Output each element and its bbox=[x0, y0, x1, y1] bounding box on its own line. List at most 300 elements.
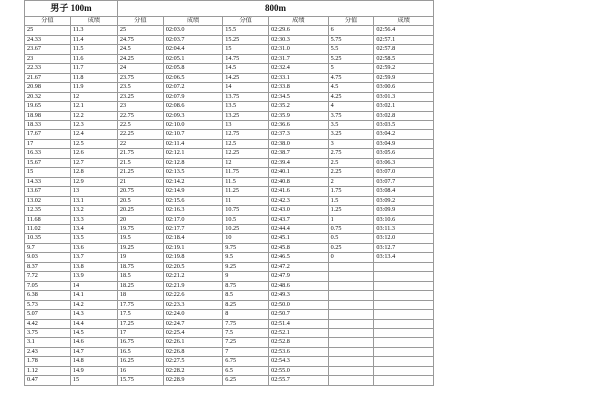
header-result: 成绩 bbox=[70, 17, 117, 26]
result-cell: 02:47.9 bbox=[269, 272, 328, 281]
table-row bbox=[25, 120, 434, 129]
score-cell: 18 bbox=[117, 291, 163, 300]
result-cell: 13 bbox=[70, 187, 117, 196]
header-result: 成绩 bbox=[374, 17, 434, 26]
result-cell: 02:37.3 bbox=[269, 130, 328, 139]
score-cell: 23.5 bbox=[117, 83, 163, 92]
score-cell bbox=[328, 272, 374, 281]
score-cell: 24.5 bbox=[117, 45, 163, 54]
result-cell: 02:50.0 bbox=[269, 300, 328, 309]
result-cell: 02:03.7 bbox=[163, 35, 222, 44]
result-cell: 02:40.8 bbox=[269, 177, 328, 186]
score-cell: 12 bbox=[223, 158, 269, 167]
table-row bbox=[25, 196, 434, 205]
result-cell: 03:10.6 bbox=[374, 215, 434, 224]
score-cell: 19.65 bbox=[25, 102, 71, 111]
score-cell: 7.05 bbox=[25, 281, 71, 290]
result-cell: 12 bbox=[70, 92, 117, 101]
result-cell: 02:26.1 bbox=[163, 338, 222, 347]
result-cell: 03:07.7 bbox=[374, 177, 434, 186]
result-cell: 02:52.8 bbox=[269, 338, 328, 347]
result-cell: 02:50.7 bbox=[269, 310, 328, 319]
result-cell: 13.5 bbox=[70, 234, 117, 243]
score-cell: 8.37 bbox=[25, 262, 71, 271]
result-cell: 11.6 bbox=[70, 54, 117, 63]
result-cell: 02:32.4 bbox=[269, 64, 328, 73]
result-cell: 14.2 bbox=[70, 300, 117, 309]
result-cell: 02:24.7 bbox=[163, 319, 222, 328]
result-cell: 02:14.2 bbox=[163, 177, 222, 186]
result-cell: 03:09.2 bbox=[374, 196, 434, 205]
result-cell: 02:11.4 bbox=[163, 139, 222, 148]
result-cell: 02:33.1 bbox=[269, 73, 328, 82]
score-cell: 15.5 bbox=[223, 26, 269, 35]
result-cell: 12.6 bbox=[70, 149, 117, 158]
result-cell: 02:53.6 bbox=[269, 347, 328, 356]
result-cell: 02:46.5 bbox=[269, 253, 328, 262]
result-cell: 02:31.7 bbox=[269, 54, 328, 63]
score-cell: 14.75 bbox=[223, 54, 269, 63]
result-cell bbox=[374, 366, 434, 375]
score-cell: 16 bbox=[117, 366, 163, 375]
result-cell: 02:18.4 bbox=[163, 234, 222, 243]
result-cell: 12.2 bbox=[70, 111, 117, 120]
result-cell: 02:28.9 bbox=[163, 376, 222, 385]
result-cell: 02:47.2 bbox=[269, 262, 328, 271]
score-cell: 18.25 bbox=[117, 281, 163, 290]
table-row bbox=[25, 319, 434, 328]
result-cell: 13.3 bbox=[70, 215, 117, 224]
table-row bbox=[25, 83, 434, 92]
table-row bbox=[25, 253, 434, 262]
score-cell: 9.03 bbox=[25, 253, 71, 262]
result-cell: 02:07.2 bbox=[163, 83, 222, 92]
table-row bbox=[25, 149, 434, 158]
result-cell: 02:27.5 bbox=[163, 357, 222, 366]
table-row bbox=[25, 376, 434, 385]
score-cell: 13.5 bbox=[223, 102, 269, 111]
score-cell bbox=[328, 291, 374, 300]
score-cell: 14 bbox=[223, 83, 269, 92]
result-cell: 02:57.1 bbox=[374, 35, 434, 44]
table-row bbox=[25, 206, 434, 215]
result-cell: 02:36.6 bbox=[269, 120, 328, 129]
result-cell bbox=[374, 310, 434, 319]
result-cell: 02:07.9 bbox=[163, 92, 222, 101]
score-cell: 20.5 bbox=[117, 196, 163, 205]
table-row bbox=[25, 187, 434, 196]
score-cell: 4.42 bbox=[25, 319, 71, 328]
title-800m: 800m bbox=[117, 1, 433, 17]
score-cell bbox=[328, 300, 374, 309]
result-cell: 02:44.4 bbox=[269, 224, 328, 233]
score-cell bbox=[328, 310, 374, 319]
result-cell bbox=[374, 291, 434, 300]
score-cell: 9.25 bbox=[223, 262, 269, 271]
result-cell: 02:25.4 bbox=[163, 328, 222, 337]
score-cell: 10.5 bbox=[223, 215, 269, 224]
result-cell: 14.9 bbox=[70, 366, 117, 375]
result-cell: 02:57.8 bbox=[374, 45, 434, 54]
score-cell: 20.75 bbox=[117, 187, 163, 196]
header-score: 分值 bbox=[328, 17, 374, 26]
score-cell: 22.75 bbox=[117, 111, 163, 120]
table-row bbox=[25, 366, 434, 375]
result-cell: 02:23.3 bbox=[163, 300, 222, 309]
result-cell: 02:59.2 bbox=[374, 64, 434, 73]
score-cell: 11.75 bbox=[223, 168, 269, 177]
score-cell: 23.67 bbox=[25, 45, 71, 54]
result-cell: 12.7 bbox=[70, 158, 117, 167]
table-row bbox=[25, 73, 434, 82]
score-cell: 2 bbox=[328, 177, 374, 186]
score-cell: 7.75 bbox=[223, 319, 269, 328]
table-row bbox=[25, 234, 434, 243]
score-cell: 1.5 bbox=[328, 196, 374, 205]
score-cell: 21.75 bbox=[117, 149, 163, 158]
result-cell: 02:20.5 bbox=[163, 262, 222, 271]
score-cell bbox=[328, 376, 374, 385]
result-cell: 03:11.3 bbox=[374, 224, 434, 233]
result-cell: 02:30.3 bbox=[269, 35, 328, 44]
result-cell: 14.8 bbox=[70, 357, 117, 366]
result-cell: 12.9 bbox=[70, 177, 117, 186]
score-cell: 2.5 bbox=[328, 158, 374, 167]
score-cell bbox=[328, 357, 374, 366]
score-cell: 1.25 bbox=[328, 206, 374, 215]
table-row bbox=[25, 281, 434, 290]
score-cell bbox=[328, 338, 374, 347]
score-cell: 14.33 bbox=[25, 177, 71, 186]
result-cell bbox=[374, 376, 434, 385]
title-100m: 男子 100m bbox=[25, 1, 118, 17]
score-cell: 5.75 bbox=[328, 35, 374, 44]
score-cell: 4 bbox=[328, 102, 374, 111]
result-cell: 02:31.0 bbox=[269, 45, 328, 54]
score-cell: 0.25 bbox=[328, 243, 374, 252]
score-cell: 17.25 bbox=[117, 319, 163, 328]
result-cell bbox=[374, 357, 434, 366]
score-cell: 16.33 bbox=[25, 149, 71, 158]
result-cell bbox=[374, 338, 434, 347]
table-row bbox=[25, 177, 434, 186]
result-cell: 11.3 bbox=[70, 26, 117, 35]
result-cell: 02:35.9 bbox=[269, 111, 328, 120]
result-cell: 03:03.5 bbox=[374, 120, 434, 129]
score-cell: 18.98 bbox=[25, 111, 71, 120]
score-cell: 18.75 bbox=[117, 262, 163, 271]
score-cell: 4.75 bbox=[328, 73, 374, 82]
result-cell: 03:07.0 bbox=[374, 168, 434, 177]
result-cell: 02:43.7 bbox=[269, 215, 328, 224]
score-cell: 8.5 bbox=[223, 291, 269, 300]
score-cell: 22 bbox=[117, 139, 163, 148]
score-cell bbox=[328, 319, 374, 328]
result-cell: 02:21.2 bbox=[163, 272, 222, 281]
result-cell: 02:42.3 bbox=[269, 196, 328, 205]
table-row bbox=[25, 158, 434, 167]
result-cell: 02:52.1 bbox=[269, 328, 328, 337]
result-cell: 02:45.8 bbox=[269, 243, 328, 252]
score-cell: 1 bbox=[328, 215, 374, 224]
result-cell bbox=[374, 347, 434, 356]
result-cell: 02:21.9 bbox=[163, 281, 222, 290]
score-cell: 0 bbox=[328, 253, 374, 262]
score-cell: 13.67 bbox=[25, 187, 71, 196]
header-score: 分值 bbox=[223, 17, 269, 26]
score-cell: 24.33 bbox=[25, 35, 71, 44]
score-cell: 6.75 bbox=[223, 357, 269, 366]
score-cell: 18.5 bbox=[117, 272, 163, 281]
result-cell bbox=[374, 328, 434, 337]
result-cell: 02:16.3 bbox=[163, 206, 222, 215]
score-cell: 16.75 bbox=[117, 338, 163, 347]
table-row bbox=[25, 45, 434, 54]
score-cell: 10 bbox=[223, 234, 269, 243]
score-cell: 12.5 bbox=[223, 139, 269, 148]
result-cell: 02:19.1 bbox=[163, 243, 222, 252]
result-cell: 02:12.1 bbox=[163, 149, 222, 158]
score-cell: 11.02 bbox=[25, 224, 71, 233]
table-row bbox=[25, 35, 434, 44]
score-cell: 5.07 bbox=[25, 310, 71, 319]
result-cell: 13.7 bbox=[70, 253, 117, 262]
result-cell: 11.4 bbox=[70, 35, 117, 44]
score-cell: 14.25 bbox=[223, 73, 269, 82]
score-cell: 21.25 bbox=[117, 168, 163, 177]
table-row bbox=[25, 215, 434, 224]
score-cell: 20.25 bbox=[117, 206, 163, 215]
table-row bbox=[25, 347, 434, 356]
result-cell: 02:06.5 bbox=[163, 73, 222, 82]
result-cell: 02:48.6 bbox=[269, 281, 328, 290]
score-cell: 10.75 bbox=[223, 206, 269, 215]
score-cell: 19 bbox=[117, 253, 163, 262]
table-row bbox=[25, 291, 434, 300]
result-cell: 14.3 bbox=[70, 310, 117, 319]
table-row bbox=[25, 328, 434, 337]
result-cell: 02:13.5 bbox=[163, 168, 222, 177]
result-cell: 02:29.6 bbox=[269, 26, 328, 35]
result-cell: 03:02.8 bbox=[374, 111, 434, 120]
result-cell: 02:19.8 bbox=[163, 253, 222, 262]
score-cell: 2.75 bbox=[328, 149, 374, 158]
result-cell: 13.6 bbox=[70, 243, 117, 252]
table-row bbox=[25, 111, 434, 120]
result-cell: 14.4 bbox=[70, 319, 117, 328]
score-cell: 8.25 bbox=[223, 300, 269, 309]
score-cell: 22.5 bbox=[117, 120, 163, 129]
score-cell: 3.75 bbox=[328, 111, 374, 120]
result-cell: 02:51.4 bbox=[269, 319, 328, 328]
score-cell: 2.43 bbox=[25, 347, 71, 356]
table-row bbox=[25, 310, 434, 319]
table-row bbox=[25, 54, 434, 63]
result-cell: 03:13.4 bbox=[374, 253, 434, 262]
score-cell: 2.25 bbox=[328, 168, 374, 177]
result-cell: 02:22.6 bbox=[163, 291, 222, 300]
score-cell: 1.78 bbox=[25, 357, 71, 366]
result-cell: 02:05.8 bbox=[163, 64, 222, 73]
result-cell: 02:49.3 bbox=[269, 291, 328, 300]
score-cell: 22.25 bbox=[117, 130, 163, 139]
result-cell: 02:38.0 bbox=[269, 139, 328, 148]
score-cell: 0.5 bbox=[328, 234, 374, 243]
score-cell: 7.25 bbox=[223, 338, 269, 347]
result-cell: 13.4 bbox=[70, 224, 117, 233]
result-cell: 02:10.0 bbox=[163, 120, 222, 129]
result-cell: 13.2 bbox=[70, 206, 117, 215]
result-cell: 02:10.7 bbox=[163, 130, 222, 139]
result-cell: 03:12.7 bbox=[374, 243, 434, 252]
result-cell: 02:41.6 bbox=[269, 187, 328, 196]
score-cell: 23 bbox=[25, 54, 71, 63]
result-cell: 02:43.0 bbox=[269, 206, 328, 215]
header-result: 成绩 bbox=[163, 17, 222, 26]
score-cell: 9.5 bbox=[223, 253, 269, 262]
result-cell: 02:34.5 bbox=[269, 92, 328, 101]
score-cell: 19.25 bbox=[117, 243, 163, 252]
score-cell bbox=[328, 281, 374, 290]
result-cell: 11.5 bbox=[70, 45, 117, 54]
score-table bbox=[24, 0, 434, 386]
score-cell: 6.25 bbox=[223, 376, 269, 385]
score-cell: 7.5 bbox=[223, 328, 269, 337]
header-score: 分值 bbox=[117, 17, 163, 26]
result-cell bbox=[374, 300, 434, 309]
score-cell: 20 bbox=[117, 215, 163, 224]
table-row bbox=[25, 130, 434, 139]
result-cell: 02:28.2 bbox=[163, 366, 222, 375]
result-cell: 02:59.9 bbox=[374, 73, 434, 82]
score-cell: 9 bbox=[223, 272, 269, 281]
score-cell: 11 bbox=[223, 196, 269, 205]
result-cell: 02:17.0 bbox=[163, 215, 222, 224]
score-cell: 6.5 bbox=[223, 366, 269, 375]
result-cell: 13.1 bbox=[70, 196, 117, 205]
score-cell: 10.25 bbox=[223, 224, 269, 233]
result-cell: 11.7 bbox=[70, 64, 117, 73]
score-cell: 23.25 bbox=[117, 92, 163, 101]
table-row bbox=[25, 272, 434, 281]
table-row bbox=[25, 262, 434, 271]
score-cell: 3.25 bbox=[328, 130, 374, 139]
score-cell: 1.12 bbox=[25, 366, 71, 375]
result-cell: 14.5 bbox=[70, 328, 117, 337]
score-cell: 15.67 bbox=[25, 158, 71, 167]
header-score: 分值 bbox=[25, 17, 71, 26]
result-cell: 14 bbox=[70, 281, 117, 290]
score-cell: 12.25 bbox=[223, 149, 269, 158]
result-cell: 02:24.0 bbox=[163, 310, 222, 319]
score-cell: 20.32 bbox=[25, 92, 71, 101]
score-cell: 5 bbox=[328, 64, 374, 73]
score-cell: 17.67 bbox=[25, 130, 71, 139]
score-cell: 13.25 bbox=[223, 111, 269, 120]
table-row bbox=[25, 102, 434, 111]
result-cell: 02:08.6 bbox=[163, 102, 222, 111]
result-cell: 03:12.0 bbox=[374, 234, 434, 243]
result-cell: 02:05.1 bbox=[163, 54, 222, 63]
score-cell: 19.75 bbox=[117, 224, 163, 233]
score-table-sheet bbox=[24, 0, 434, 386]
result-cell: 02:54.3 bbox=[269, 357, 328, 366]
result-cell: 02:17.7 bbox=[163, 224, 222, 233]
score-cell: 12.35 bbox=[25, 206, 71, 215]
score-cell: 24.75 bbox=[117, 35, 163, 44]
result-cell: 13.8 bbox=[70, 262, 117, 271]
result-cell: 03:09.9 bbox=[374, 206, 434, 215]
result-cell: 02:14.9 bbox=[163, 187, 222, 196]
result-cell: 14.7 bbox=[70, 347, 117, 356]
score-cell: 7 bbox=[223, 347, 269, 356]
result-cell bbox=[374, 262, 434, 271]
score-cell: 17.5 bbox=[117, 310, 163, 319]
result-cell: 02:38.7 bbox=[269, 149, 328, 158]
score-cell: 5.73 bbox=[25, 300, 71, 309]
score-cell: 5.5 bbox=[328, 45, 374, 54]
score-cell: 23.75 bbox=[117, 73, 163, 82]
result-cell: 03:06.3 bbox=[374, 158, 434, 167]
result-cell: 12.1 bbox=[70, 102, 117, 111]
table-row bbox=[25, 64, 434, 73]
score-cell: 13 bbox=[223, 120, 269, 129]
result-cell: 14.1 bbox=[70, 291, 117, 300]
result-cell: 03:08.4 bbox=[374, 187, 434, 196]
score-cell: 8 bbox=[223, 310, 269, 319]
result-cell: 11.8 bbox=[70, 73, 117, 82]
table-row bbox=[25, 26, 434, 35]
result-cell: 12.8 bbox=[70, 168, 117, 177]
score-cell: 11.25 bbox=[223, 187, 269, 196]
score-cell: 23 bbox=[117, 102, 163, 111]
score-cell: 17 bbox=[117, 328, 163, 337]
result-cell: 15 bbox=[70, 376, 117, 385]
score-cell: 13.75 bbox=[223, 92, 269, 101]
score-cell: 1.75 bbox=[328, 187, 374, 196]
score-cell: 3 bbox=[328, 139, 374, 148]
score-cell bbox=[328, 328, 374, 337]
score-cell: 13.02 bbox=[25, 196, 71, 205]
result-cell: 02:26.8 bbox=[163, 347, 222, 356]
header-result: 成绩 bbox=[269, 17, 328, 26]
result-cell: 03:02.1 bbox=[374, 102, 434, 111]
score-cell: 4.5 bbox=[328, 83, 374, 92]
score-cell: 15 bbox=[25, 168, 71, 177]
score-cell: 22.33 bbox=[25, 64, 71, 73]
score-cell: 8.75 bbox=[223, 281, 269, 290]
score-cell: 25 bbox=[25, 26, 71, 35]
result-cell: 02:55.0 bbox=[269, 366, 328, 375]
result-cell: 02:15.6 bbox=[163, 196, 222, 205]
score-cell: 19.5 bbox=[117, 234, 163, 243]
score-cell: 3.5 bbox=[328, 120, 374, 129]
score-cell: 12.75 bbox=[223, 130, 269, 139]
score-cell bbox=[328, 347, 374, 356]
score-cell: 24.25 bbox=[117, 54, 163, 63]
result-cell: 14.6 bbox=[70, 338, 117, 347]
result-cell: 02:45.1 bbox=[269, 234, 328, 243]
table-row bbox=[25, 357, 434, 366]
result-cell: 02:55.7 bbox=[269, 376, 328, 385]
result-cell: 12.5 bbox=[70, 139, 117, 148]
score-cell: 24 bbox=[117, 64, 163, 73]
table-row bbox=[25, 139, 434, 148]
score-cell: 9.75 bbox=[223, 243, 269, 252]
score-cell bbox=[328, 262, 374, 271]
score-cell: 16.25 bbox=[117, 357, 163, 366]
table-row bbox=[25, 300, 434, 309]
